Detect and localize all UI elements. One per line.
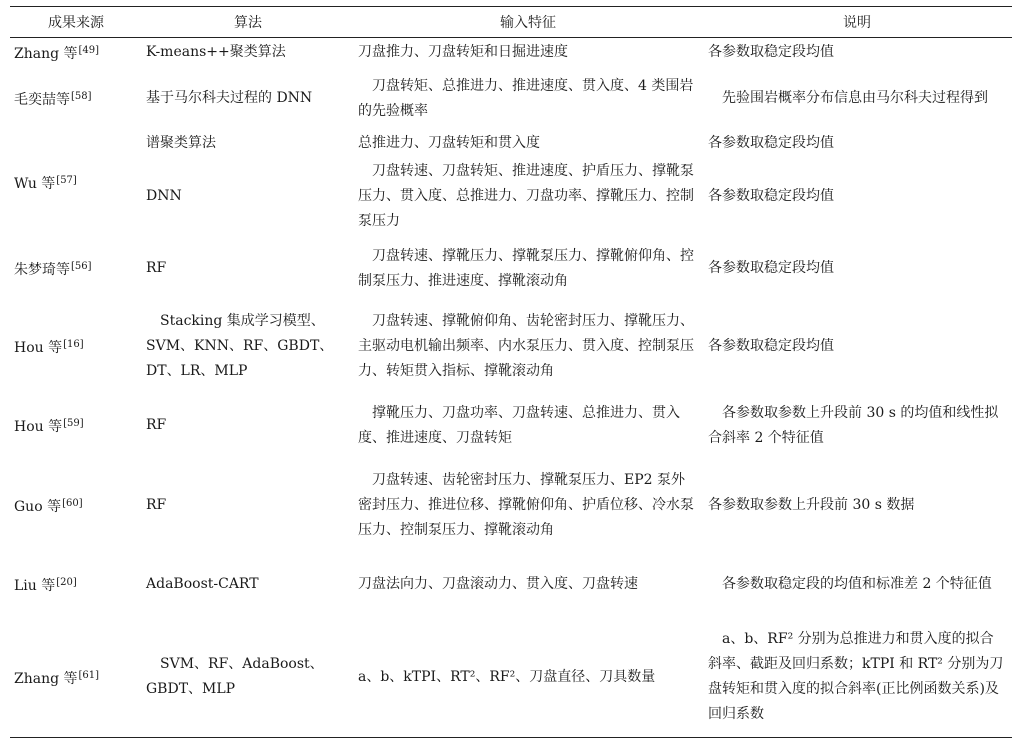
features-cell: 刀盘法向力、刀盘滚动力、贯入度、刀盘转速 (358, 576, 638, 592)
header-source: 成果来源 (10, 7, 142, 38)
reference-number: [56] (71, 261, 92, 272)
features-cell: 刀盘转速、撑靴俯仰角、齿轮密封压力、撑靴压力、主驱动电机输出频率、内水泵压力、贯入度、控制泵压力、转矩贯入指标、撑靴滚动角 (358, 313, 694, 379)
source-text: Liu 等 (14, 578, 56, 594)
header-algorithm: 算法 (142, 7, 354, 38)
note-cell: 先验围岩概率分布信息由马尔科夫过程得到 (722, 90, 988, 106)
source-cell (10, 618, 142, 738)
source-cell (10, 392, 142, 460)
source-text: 朱梦琦等 (14, 262, 70, 278)
reference-number: [16] (63, 339, 84, 350)
header-features: 输入特征 (354, 7, 702, 38)
table-container (10, 6, 1012, 738)
note-cell: a、b、RF² 分别为总推进力和贯入度的拟合斜率、截距及回归系数；kTPI 和 RT² 分别为刀盘转矩和贯入度的拟合斜率(正比例函数关系)及回归系数 (702, 618, 1012, 738)
table-row (10, 552, 1012, 618)
source-text: Zhang 等 (14, 46, 78, 63)
algorithm-cell: DNN (146, 188, 182, 204)
source-cell (10, 68, 142, 130)
note-cell: 各参数取稳定段均值 (708, 188, 834, 204)
source-cell (10, 460, 142, 552)
features-cell: 刀盘转速、撑靴压力、撑靴泵压力、撑靴俯仰角、控制泵压力、推进速度、撑靴滚动角 (358, 247, 694, 289)
source-cell (10, 236, 142, 302)
table-row (10, 618, 1012, 738)
algorithm-cell: Stacking 集成学习模型、SVM、KNN、RF、GBDT、DT、LR、MLP (146, 313, 334, 379)
note-cell: 各参数取稳定段均值 (708, 135, 834, 151)
source-cell (10, 38, 142, 68)
features-cell: a、b、kTPI、RT²、RF²、刀盘直径、刀具数量 (354, 618, 702, 738)
reference-number: [57] (56, 175, 77, 186)
source-text: 毛奕喆等 (14, 92, 70, 108)
reference-number: [49] (78, 45, 100, 57)
table-row (10, 130, 1012, 158)
source-cell (10, 552, 142, 618)
note-cell: 各参数取稳定段均值 (708, 338, 834, 354)
table-row (10, 392, 1012, 460)
features-cell: 总推进力、刀盘转矩和贯入度 (358, 135, 540, 151)
algorithm-cell: AdaBoost-CART (146, 576, 259, 592)
table-row (10, 68, 1012, 130)
source-text: Zhang 等 (14, 670, 78, 687)
source-text: Wu 等 (14, 176, 56, 192)
features-cell: 刀盘转矩、总推进力、推进速度、贯入度、4 类围岩的先验概率 (358, 77, 694, 119)
research-table (10, 6, 1012, 738)
source-text: Guo 等 (14, 499, 62, 515)
algorithm-cell: RF (146, 260, 167, 276)
reference-number: [60] (62, 498, 83, 509)
note-cell: 各参数取稳定段均值 (708, 260, 834, 276)
algorithm-cell: RF (146, 417, 167, 433)
reference-number: [61] (78, 669, 100, 681)
header-row (10, 7, 1012, 38)
features-cell: 刀盘转速、刀盘转矩、推进速度、护盾压力、撑靴泵压力、贯入度、总推进力、刀盘功率、撑靴压力、控制泵压力 (358, 163, 694, 229)
reference-number: [59] (63, 418, 84, 429)
source-cell (10, 302, 142, 392)
algorithm-cell: K-means++聚类算法 (146, 44, 286, 61)
note-cell: 各参数取参数上升段前 30 s 的均值和线性拟合斜率 2 个特征值 (708, 404, 999, 446)
source-text: Hou 等 (14, 419, 63, 435)
algorithm-cell: SVM、RF、AdaBoost、GBDT、MLP (142, 618, 354, 738)
features-cell: 刀盘推力、刀盘转矩和日掘进速度 (358, 44, 568, 61)
features-cell: 撑靴压力、刀盘功率、刀盘转速、总推进力、贯入度、推进速度、刀盘转矩 (358, 404, 680, 446)
table-row (10, 302, 1012, 392)
algorithm-cell: 基于马尔科夫过程的 DNN (146, 90, 313, 106)
source-cell (10, 130, 142, 236)
reference-number: [58] (71, 91, 92, 102)
table-row (10, 38, 1012, 68)
note-cell: 各参数取稳定段均值 (708, 44, 834, 61)
note-cell: 各参数取稳定段的均值和标准差 2 个特征值 (722, 576, 992, 592)
header-note: 说明 (702, 7, 1012, 38)
reference-number: [20] (56, 577, 77, 588)
algorithm-cell: 谱聚类算法 (146, 135, 216, 151)
algorithm-cell: RF (146, 497, 167, 513)
table-row (10, 158, 1012, 236)
features-cell: 刀盘转速、齿轮密封压力、撑靴泵压力、EP2 泵外密封压力、推进位移、撑靴俯仰角、护盾位移、冷水泵压力、控制泵压力、撑靴滚动角 (358, 472, 694, 538)
table-row (10, 236, 1012, 302)
note-cell: 各参数取参数上升段前 30 s 数据 (708, 497, 915, 513)
source-text: Hou 等 (14, 340, 63, 356)
table-row (10, 460, 1012, 552)
